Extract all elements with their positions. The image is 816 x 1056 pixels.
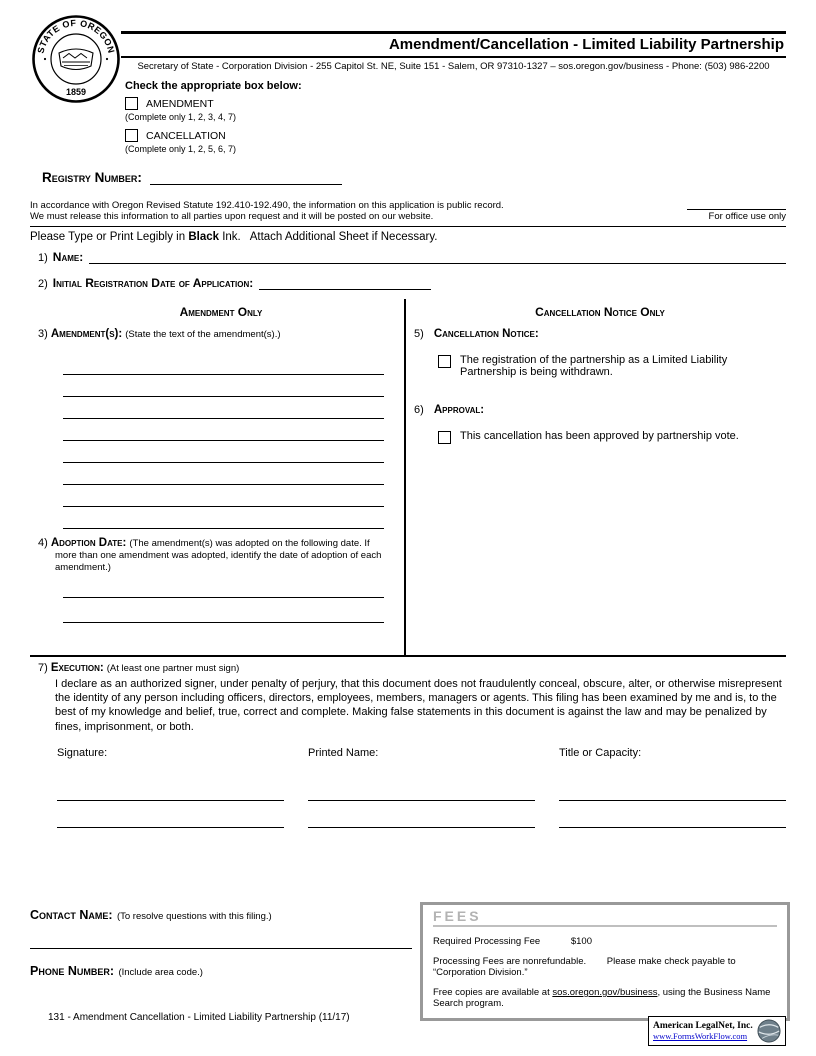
amendment-text-line-1[interactable] [63, 353, 384, 375]
fees-payable-text: Please make check payable to “Corporation Division.” [433, 956, 736, 978]
perjury-declaration: I declare as an authorized signer, under penalty of perjury, that this document does not fraudulently conceal, obscure, alter, or otherwise misrepresent the identity of any person including officers, directors, employees, members, managers or agents. This filing has been examined by me and is, to the best of my knowledge and belief, true, correct and complete. Making false statements in this document is against the law and may be penalized by fines, imprisonment, or both. [55, 678, 782, 733]
amendment-cancellation-columns [30, 299, 786, 657]
cancellation-option [125, 129, 302, 142]
amendment-text-line-6[interactable] [63, 463, 384, 485]
amendment-checkbox[interactable] [125, 97, 138, 110]
registration-date-input-line[interactable] [259, 276, 431, 290]
printed-name-line-2[interactable] [308, 801, 535, 828]
amendments-item [38, 328, 404, 340]
legalnet-name: American LegalNet, Inc. [653, 1021, 753, 1031]
execution-heading [30, 662, 786, 674]
adoption-date-item [38, 537, 404, 573]
execution-note: (At least one partner must sign) [106, 663, 240, 674]
printed-name-label: Printed Name: [308, 746, 379, 759]
instructions-post: Ink. Attach Additional Sheet if Necessary. [219, 231, 438, 243]
execution-section [30, 662, 786, 828]
approval-number: 6) [414, 404, 424, 416]
legalnet-badge [648, 1016, 786, 1046]
cancellation-notice-number: 5) [414, 328, 424, 340]
withdrawal-checkbox[interactable] [438, 355, 451, 368]
cancellation-label: CANCELLATION [146, 129, 226, 142]
adoption-date-lines [63, 573, 384, 623]
fees-box [420, 902, 790, 1021]
contact-section [30, 906, 412, 980]
contact-name-row [30, 906, 412, 924]
amendment-label: AMENDMENT [146, 97, 214, 110]
cancellation-checkbox[interactable] [125, 129, 138, 142]
oregon-state-seal-graphic [31, 12, 121, 106]
check-section-heading: Check the appropriate box below: [125, 80, 302, 92]
execution-label: Execution: [50, 662, 104, 674]
amendment-text-lines [63, 353, 384, 529]
amendment-text-line-2[interactable] [63, 375, 384, 397]
form-title: Amendment/Cancellation - Limited Liability Partnership [388, 36, 784, 53]
name-input-line[interactable] [89, 250, 786, 264]
fees-amount-value: $100 [570, 936, 592, 947]
adoption-date-note: (The amendment(s) was adopted on the following date. If more than one amendment was adopted, identify the date of adoption of each amendment.) [55, 538, 382, 573]
notice-line-1: In accordance with Oregon Revised Statute 192.410-192.490, the information on this application is public record. [30, 200, 504, 211]
formsworkflow-link[interactable]: www.FormsWorkFlow.com [653, 1031, 748, 1041]
public-record-notice-text [30, 201, 504, 222]
cancellation-only-column [406, 299, 786, 655]
signature-line-2[interactable] [57, 801, 284, 828]
amendment-only-header: Amendment Only [179, 305, 263, 319]
fees-amount-row [433, 936, 777, 947]
approval-checkbox-row [438, 430, 786, 444]
amendment-note: (Complete only 1, 2, 3, 4, 7) [125, 112, 237, 122]
public-record-notice [30, 201, 786, 227]
amendment-text-line-5[interactable] [63, 441, 384, 463]
adoption-date-line-2[interactable] [63, 598, 384, 623]
approval-item [414, 404, 786, 416]
seal-year: 1859 [65, 87, 87, 97]
fees-amount-label: Required Processing Fee [433, 936, 541, 947]
amendments-label: Amendment(s): [50, 328, 123, 340]
approval-label: Approval: [433, 404, 485, 416]
fees-nonrefundable-text: Processing Fees are nonrefundable. [433, 956, 587, 967]
withdrawal-checkbox-row [438, 354, 786, 378]
amendment-text-line-3[interactable] [63, 397, 384, 419]
legalnet-text [653, 1021, 753, 1041]
form-id-footer: 131 - Amendment Cancellation - Limited Liability Partnership (11/17) [48, 1012, 350, 1023]
registry-number-label: Registry Number: [42, 170, 142, 185]
contact-name-label: Contact Name: [30, 908, 113, 922]
execution-number: 7) [38, 662, 48, 674]
amendment-option [125, 97, 302, 110]
form-header [121, 31, 786, 72]
sos-business-link[interactable]: sos.oregon.gov/business [552, 987, 658, 998]
field-registration-date-label: Initial Registration Date of Application: [52, 276, 254, 290]
contact-name-input-line[interactable] [30, 924, 412, 949]
printed-name-column [308, 747, 535, 828]
title-capacity-column [559, 747, 786, 828]
cancellation-notice-item [414, 328, 786, 340]
title-capacity-label: Title or Capacity: [559, 746, 642, 759]
amendments-note: (State the text of the amendment(s).) [125, 329, 281, 340]
cancellation-only-header: Cancellation Notice Only [535, 305, 665, 319]
instructions-emphasis: Black [188, 231, 220, 243]
globe-icon [757, 1019, 781, 1043]
printed-name-line-1[interactable] [308, 759, 535, 801]
registry-number-input-line[interactable] [150, 169, 342, 185]
field-registration-date-number: 2) [38, 278, 48, 290]
cancellation-note: (Complete only 1, 2, 5, 6, 7) [125, 144, 237, 154]
office-use-only-label: For office use only [687, 209, 786, 222]
adoption-date-line-1[interactable] [63, 573, 384, 598]
fees-copies-pre: Free copies are available at [433, 987, 553, 998]
title-capacity-line-2[interactable] [559, 801, 786, 828]
adoption-date-number: 4) [38, 537, 48, 549]
amendment-text-line-4[interactable] [63, 419, 384, 441]
notice-line-2: We must release this information to all parties upon request and it will be posted on our website. [30, 210, 434, 222]
fees-title: FEES [433, 908, 777, 927]
agency-address-line: Secretary of State - Corporation Division - 255 Capitol St. NE, Suite 151 - Salem, OR 97310-1327 – sos.oregon.gov/business - Phone: (503) 986-2200 [137, 61, 770, 72]
withdrawal-checkbox-text: The registration of the partnership as a Limited Liability Partnership is being withdrawn. [460, 354, 728, 378]
phone-number-row [30, 962, 412, 980]
field-name-number: 1) [38, 252, 48, 264]
amendment-text-line-7[interactable] [63, 485, 384, 507]
signature-label: Signature: [57, 746, 108, 759]
fees-refund-row [433, 956, 777, 978]
amendment-text-line-8[interactable] [63, 507, 384, 529]
seal-emblem [44, 49, 108, 70]
signature-column [57, 747, 284, 828]
cancellation-notice-label: Cancellation Notice: [433, 328, 539, 340]
registry-number-row [42, 169, 342, 185]
instructions-pre: Please Type or Print Legibly in [30, 231, 189, 243]
contact-name-note: (To resolve questions with this filing.) [116, 911, 272, 922]
signature-grid [57, 747, 786, 828]
phone-number-label: Phone Number: [30, 964, 115, 978]
oregon-state-seal [31, 12, 121, 111]
fees-copies-post: , using the Business Name Search program. [433, 987, 771, 1009]
check-section [125, 80, 302, 161]
approval-checkbox-text: This cancellation has been approved by partnership vote. [460, 430, 739, 442]
amendments-number: 3) [38, 328, 48, 340]
adoption-date-label: Adoption Date: [50, 537, 127, 549]
approval-checkbox[interactable] [438, 431, 451, 444]
amendment-only-column [30, 299, 404, 655]
instructions-line [30, 231, 437, 243]
phone-number-note: (Include area code.) [118, 967, 203, 978]
fees-copies-row [433, 987, 777, 1009]
title-capacity-line-1[interactable] [559, 759, 786, 801]
seal-ring-text: STATE OF OREGON [35, 17, 117, 55]
field-registration-date-row [38, 276, 431, 290]
signature-line-1[interactable] [57, 759, 284, 801]
field-name-row [38, 250, 786, 264]
field-name-label: Name: [52, 250, 84, 264]
